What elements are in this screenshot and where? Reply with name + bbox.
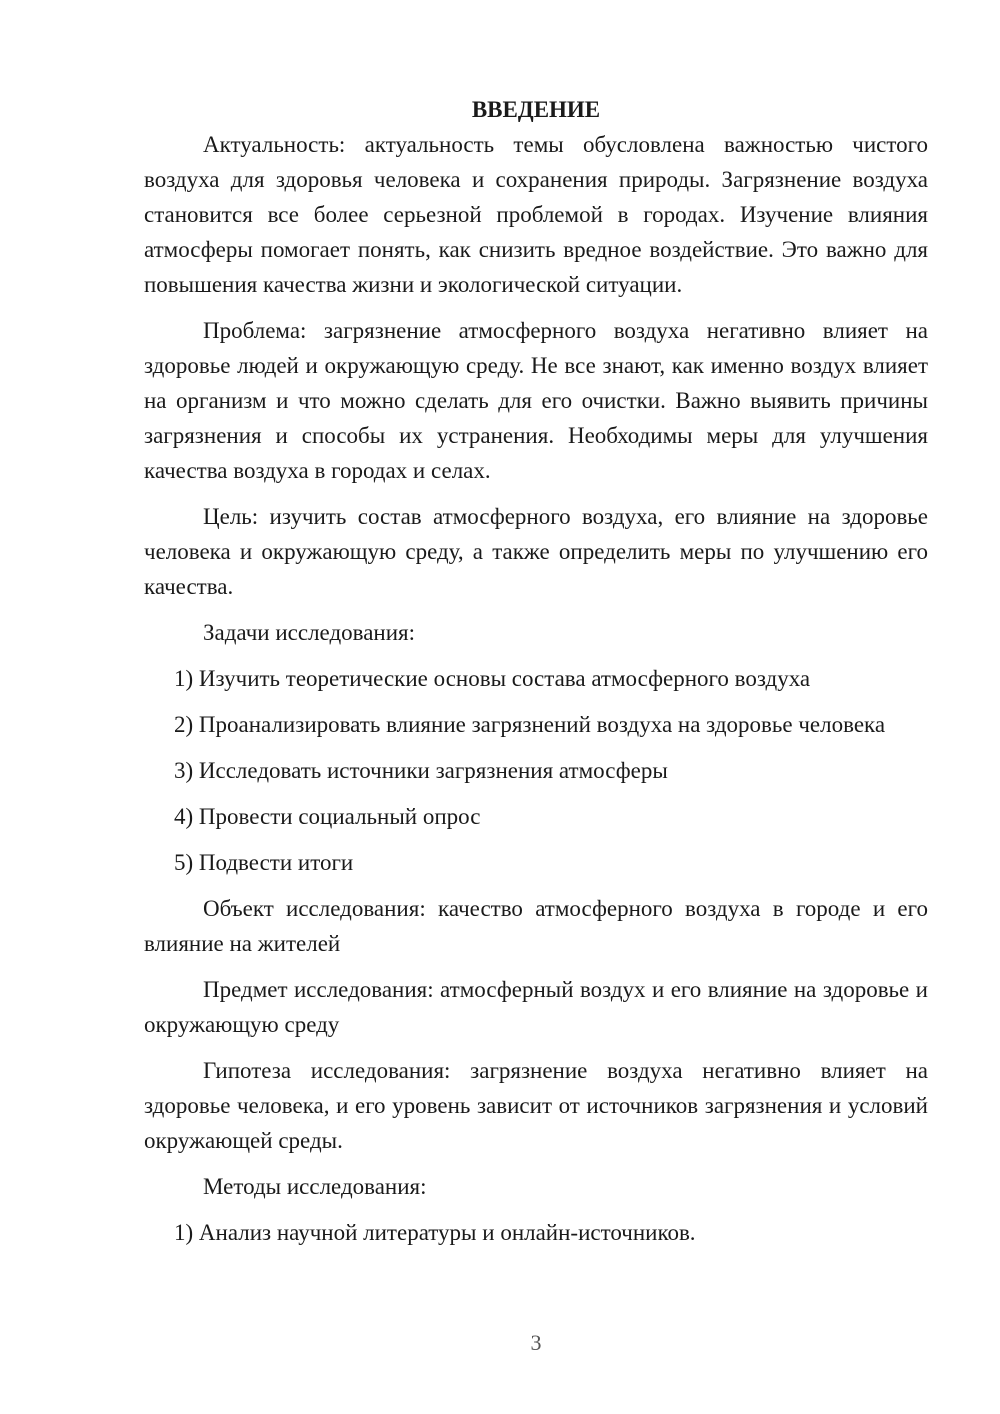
task-item-3: 3) Исследовать источники загрязнения атмосферы	[174, 758, 668, 783]
method-item-1: 1) Анализ научной литературы и онлайн-источников.	[174, 1220, 696, 1245]
page-title: ВВЕДЕНИЕ	[471, 97, 601, 122]
document-page	[144, 92, 928, 1261]
task-item-1: 1) Изучить теоретические основы состава атмосферного воздуха	[174, 666, 811, 691]
methods-heading: Методы исследования:	[203, 1174, 427, 1199]
tasks-heading: Задачи исследования:	[203, 620, 416, 645]
paragraph-relevance: Актуальность: актуальность темы обусловлена важностью чистого воздуха для здоровья человека и сохранения природы. Загрязнение воздуха становится все более серьезной проблемой в городах. Изучение влияния атмосферы помогает понять, как снизить вредное воздействие. Это важно для повышения качества жизни и экологической ситуации.	[144, 132, 928, 297]
task-item-4: 4) Провести социальный опрос	[174, 804, 481, 829]
task-item-5: 5) Подвести итоги	[174, 850, 354, 875]
paragraph-problem: Проблема: загрязнение атмосферного воздуха негативно влияет на здоровье людей и окружающую среду. Не все знают, как именно воздух влияет на организм и что можно сделать для его очистки. Важно выявить причины загрязнения и способы их устранения. Необходимы меры для улучшения качества воздуха в городах и селах.	[144, 318, 928, 483]
paragraph-subject: Предмет исследования: атмосферный воздух и его влияние на здоровье и окружающую среду	[144, 977, 928, 1037]
paragraph-object: Объект исследования: качество атмосферного воздуха в городе и его влияние на жителей	[144, 896, 928, 956]
paragraph-hypothesis: Гипотеза исследования: загрязнение воздуха негативно влияет на здоровье человека, и его уровень зависит от источников загрязнения и условий окружающей среды.	[144, 1058, 928, 1153]
task-item-2: 2) Проанализировать влияние загрязнений воздуха на здоровье человека	[174, 712, 886, 737]
page-number: 3	[530, 1330, 542, 1355]
paragraph-goal: Цель: изучить состав атмосферного воздуха, его влияние на здоровье человека и окружающую среду, а также определить меры по улучшению его качества.	[144, 504, 928, 599]
